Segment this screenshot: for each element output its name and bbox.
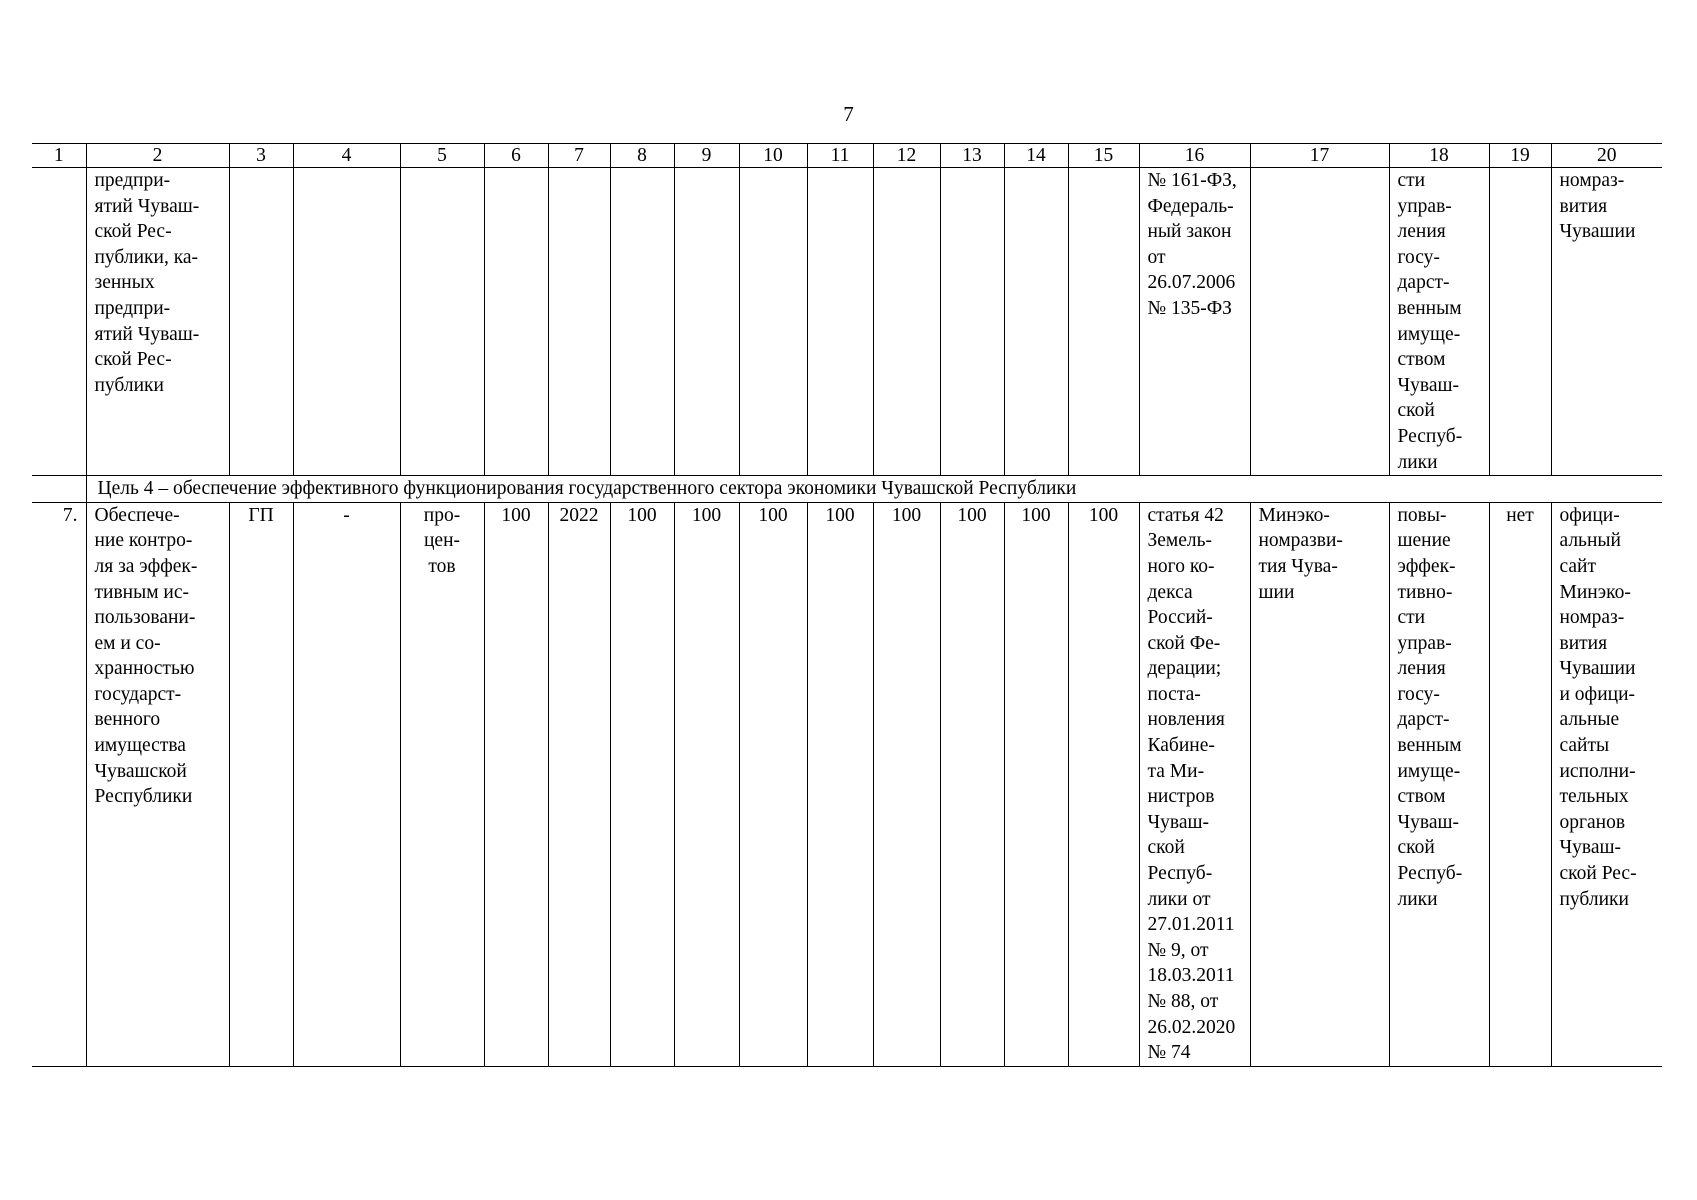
text-line: венным	[1397, 297, 1462, 319]
text-line: Минэко-	[1559, 581, 1631, 603]
effect-cell	[1389, 502, 1489, 1066]
text-line: публики	[94, 374, 164, 396]
text-line: лики	[1397, 888, 1438, 910]
table-cell	[940, 168, 1004, 476]
text-line: шение	[1397, 530, 1451, 552]
column-header: 16	[1139, 144, 1250, 168]
value-cell: 100	[610, 502, 674, 1066]
text-line: Чуваш-	[1397, 811, 1460, 833]
text-line: ние контро-	[94, 530, 193, 552]
text-line: ля за эффек-	[94, 555, 198, 577]
text-line: лики от	[1147, 888, 1211, 910]
indicator-type-cell: ГП	[229, 502, 293, 1066]
text-line: поста-	[1147, 683, 1201, 705]
text-line: госу-	[1397, 246, 1440, 268]
text-line: альный	[1559, 530, 1621, 552]
text-line: венным	[1397, 735, 1462, 757]
table-cell	[32, 168, 86, 476]
text-line: управ-	[1397, 195, 1452, 217]
value-cell: 100	[940, 502, 1004, 1066]
text-line: ской Рес-	[94, 221, 172, 243]
text-line: сти	[1397, 607, 1426, 629]
text-line: новления	[1147, 709, 1225, 731]
text-line: № 88, от	[1147, 991, 1219, 1012]
text-line: Кабине-	[1147, 735, 1215, 757]
column-header: 2	[86, 144, 229, 168]
text-line: ской Фе-	[1147, 632, 1221, 654]
text-line: та Ми-	[1147, 760, 1205, 782]
text-line: номразви-	[1258, 530, 1343, 552]
text-line: ской	[1397, 400, 1435, 422]
text-line: номраз-	[1559, 607, 1625, 629]
text-line: сти	[1397, 170, 1426, 191]
text-line: ного ко-	[1147, 555, 1215, 577]
text-line: офици-	[1559, 504, 1620, 526]
column-header: 13	[940, 144, 1004, 168]
text-line: ской Рес-	[1559, 863, 1637, 885]
text-line: имущества	[94, 735, 186, 757]
text-line: про-	[423, 504, 461, 526]
text-line: тов	[428, 555, 456, 577]
text-line: органов	[1559, 811, 1626, 833]
value-cell: 100	[807, 502, 873, 1066]
text-line: ный закон	[1147, 221, 1232, 243]
text-line: ской	[1397, 837, 1435, 859]
responsible-cell	[1250, 502, 1389, 1066]
text-line: зенных	[94, 272, 155, 294]
text-line: ятий Чуваш-	[94, 195, 200, 217]
text-line: Республики	[94, 786, 193, 808]
value-cell: 100	[674, 502, 739, 1066]
column-header: 1	[32, 144, 86, 168]
legal-basis-cell	[1139, 502, 1250, 1066]
text-line: ления	[1397, 221, 1446, 243]
text-line: предпри-	[94, 170, 171, 191]
text-line: Земель-	[1147, 530, 1213, 552]
text-line: альные	[1559, 709, 1620, 731]
column-header: 6	[484, 144, 548, 168]
indicators-table	[32, 143, 1662, 1067]
text-line: тивно-	[1397, 581, 1453, 603]
value-cell: 100	[873, 502, 940, 1066]
source-cell	[1551, 502, 1662, 1066]
source-cell	[1551, 168, 1662, 476]
table-cell	[484, 168, 548, 476]
text-line: Респуб-	[1147, 863, 1213, 885]
text-line: венного	[94, 709, 161, 731]
text-line: статья 42	[1147, 504, 1224, 526]
goal-heading: Цель 4 – обеспечение эффективного функционирования государственного сектора экономики Чувашской Республики	[86, 476, 1662, 503]
text-line: тия Чува-	[1258, 555, 1338, 577]
text-line: ления	[1397, 658, 1446, 680]
table-cell	[873, 168, 940, 476]
column-header: 14	[1004, 144, 1068, 168]
text-line: пользовани-	[94, 607, 196, 629]
text-line: Минэко-	[1258, 504, 1330, 526]
value-cell: 100	[739, 502, 807, 1066]
table-cell	[32, 476, 86, 503]
table-cell	[674, 168, 739, 476]
text-line: вития	[1559, 632, 1608, 654]
column-header: 5	[400, 144, 484, 168]
text-line: 26.07.2006	[1147, 272, 1236, 294]
text-line: тельных	[1559, 786, 1629, 808]
text-line: № 9, от	[1147, 939, 1209, 961]
table-cell	[1489, 168, 1551, 476]
table-cell	[400, 168, 484, 476]
column-header: 4	[293, 144, 400, 168]
text-line: Чуваш-	[1397, 374, 1460, 396]
table-cell	[739, 168, 807, 476]
table-cell: -	[293, 502, 400, 1066]
table-cell	[1250, 168, 1389, 476]
text-line: и офици-	[1559, 683, 1635, 705]
text-line: 18.03.2011	[1147, 965, 1235, 987]
table-cell	[1004, 168, 1068, 476]
text-line: публики	[1559, 888, 1629, 910]
text-line: дарст-	[1397, 272, 1450, 294]
text-line: 27.01.2011	[1147, 914, 1235, 936]
text-line: имуще-	[1397, 760, 1461, 782]
text-line: повы-	[1397, 504, 1447, 526]
table-cell: нет	[1489, 502, 1551, 1066]
text-line: Чуваш-	[1147, 811, 1210, 833]
text-line: хранностью	[94, 658, 195, 680]
column-header: 15	[1068, 144, 1139, 168]
text-line: ской	[1147, 837, 1185, 859]
text-line: дарст-	[1397, 709, 1450, 731]
text-line: Чувашской	[94, 760, 187, 782]
text-line: сайты	[1559, 735, 1610, 757]
text-line: Чувашии	[1559, 658, 1636, 680]
column-header: 18	[1389, 144, 1489, 168]
text-line: Федераль-	[1147, 195, 1234, 217]
text-line: Респуб-	[1397, 863, 1463, 885]
column-header: 7	[548, 144, 610, 168]
row-number: 7.	[32, 502, 86, 1066]
value-cell: 100	[1004, 502, 1068, 1066]
base-year-cell: 2022	[548, 502, 610, 1066]
text-line: 26.02.2020	[1147, 1016, 1236, 1038]
text-line: управ-	[1397, 632, 1452, 654]
text-line: цен-	[423, 530, 461, 552]
text-line: ятий Чуваш-	[94, 323, 200, 345]
column-header: 11	[807, 144, 873, 168]
column-header: 9	[674, 144, 739, 168]
text-line: имуще-	[1397, 323, 1461, 345]
value-cell: 100	[1068, 502, 1139, 1066]
text-line: ской Рес-	[94, 349, 172, 371]
text-line: номраз-	[1559, 170, 1625, 191]
column-header: 8	[610, 144, 674, 168]
table-cell	[229, 168, 293, 476]
effect-cell	[1389, 168, 1489, 476]
text-line: тивным ис-	[94, 581, 190, 603]
text-line: ством	[1397, 786, 1446, 808]
column-header: 10	[739, 144, 807, 168]
page-number: 7	[843, 102, 854, 126]
text-line: Чуваш-	[1559, 837, 1622, 859]
text-line: № 161-ФЗ,	[1147, 170, 1237, 191]
text-line: эффек-	[1397, 555, 1456, 577]
table-cell	[1068, 168, 1139, 476]
text-line: вития	[1559, 195, 1608, 217]
goal-row	[32, 476, 1662, 503]
text-line: № 74	[1147, 1042, 1191, 1064]
continued-row	[32, 168, 1662, 476]
text-line: декса	[1147, 581, 1193, 603]
column-number-row	[32, 144, 1662, 168]
text-line: лики	[1397, 451, 1438, 473]
table-cell	[610, 168, 674, 476]
column-header: 19	[1489, 144, 1551, 168]
column-header: 17	[1250, 144, 1389, 168]
text-line: исполни-	[1559, 760, 1636, 782]
text-line: публики, ка-	[94, 246, 199, 268]
table-cell	[293, 168, 400, 476]
text-line: государст-	[94, 683, 182, 705]
text-line: Россий-	[1147, 607, 1213, 629]
text-line: Обеспече-	[94, 504, 180, 526]
table-cell	[807, 168, 873, 476]
base-value-cell: 100	[484, 502, 548, 1066]
text-line: шии	[1258, 581, 1295, 603]
unit-cell	[400, 502, 484, 1066]
table-cell	[548, 168, 610, 476]
text-line: Чувашии	[1559, 221, 1636, 243]
legal-basis-cell	[1139, 168, 1250, 476]
text-line: госу-	[1397, 683, 1440, 705]
text-line: ством	[1397, 349, 1446, 371]
text-line: № 135-ФЗ	[1147, 297, 1232, 319]
text-line: дерации;	[1147, 658, 1222, 680]
text-line: ем и со-	[94, 632, 161, 654]
table-row	[32, 502, 1662, 1066]
text-line: Респуб-	[1397, 425, 1463, 447]
indicator-name-cell	[86, 502, 229, 1066]
text-line: нистров	[1147, 786, 1215, 808]
text-line: от	[1147, 246, 1166, 268]
column-header: 12	[873, 144, 940, 168]
text-line: предпри-	[94, 297, 171, 319]
text-line: сайт	[1559, 555, 1597, 577]
column-header: 3	[229, 144, 293, 168]
column-header: 20	[1551, 144, 1662, 168]
enterprise-text-cell	[86, 168, 229, 476]
